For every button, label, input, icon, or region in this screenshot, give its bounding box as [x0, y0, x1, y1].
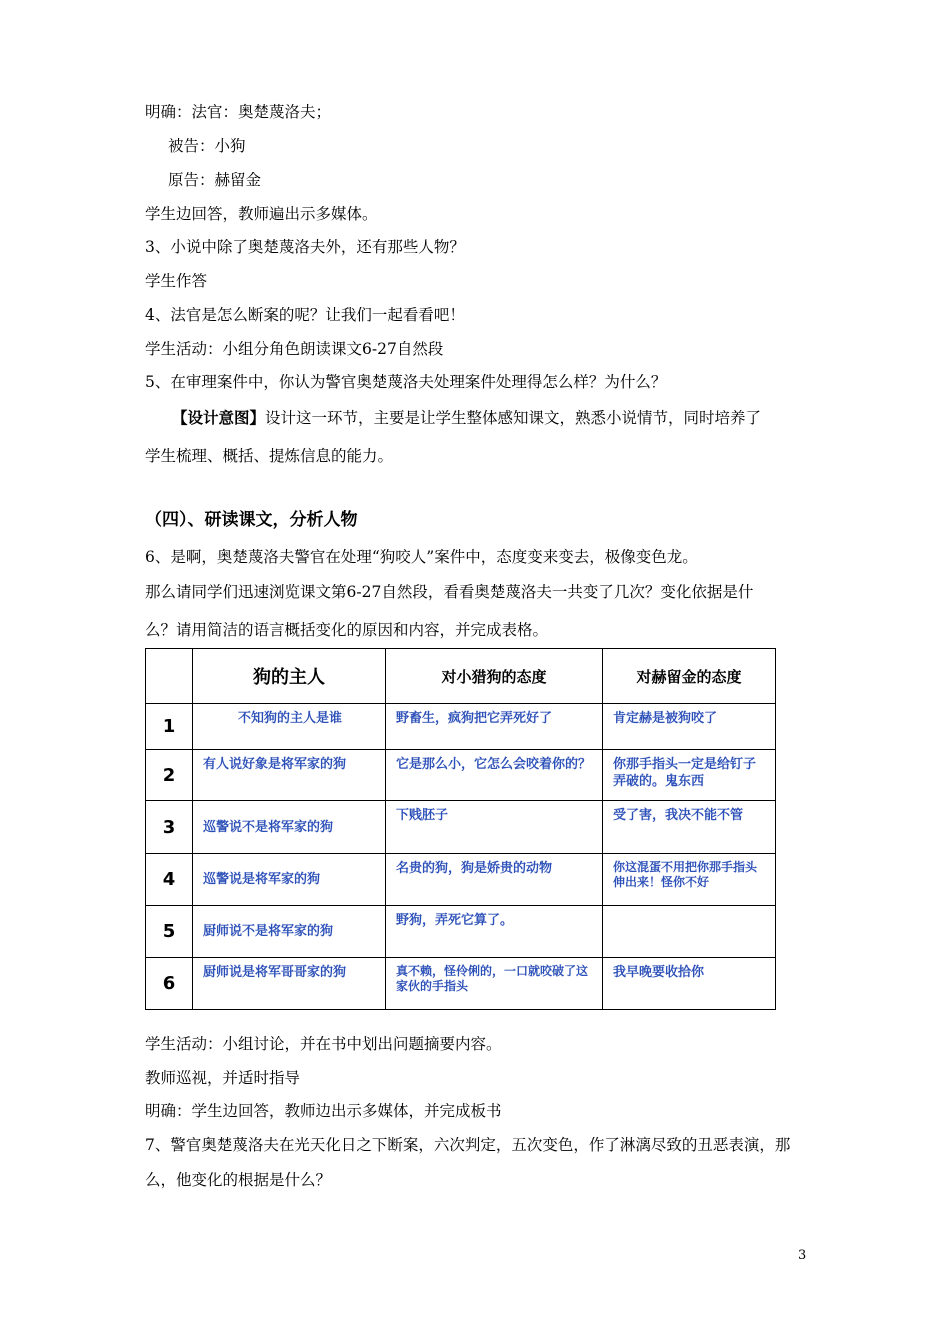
defendant-line: 被告：小狗 [168, 137, 246, 155]
table-row [146, 750, 776, 801]
header-owner: 狗的主人 [193, 649, 386, 704]
design-intent-text: 设计这一环节，主要是让学生整体感知课文，熟悉小说情节，同时培养了 [265, 409, 762, 427]
dog-attitude-cell: 真不赖，怪伶俐的，一口就咬破了这家伙的手指头 [386, 958, 603, 1010]
row-number: 3 [146, 801, 193, 854]
question-6-detail-2: 么？请用简洁的语言概括变化的原因和内容，并完成表格。 [145, 621, 549, 639]
row-number: 6 [146, 958, 193, 1010]
design-intent-label: 【设计意图】 [172, 408, 266, 427]
table-row [146, 854, 776, 906]
question-7-continued: 么，他变化的根据是什么？ [145, 1171, 332, 1189]
dog-attitude-cell: 它是那么小，它怎么会咬着你的？ [386, 750, 603, 801]
victim-attitude-cell: 肯定赫是被狗咬了 [603, 704, 776, 750]
owner-cell: 厨师说不是将军家的狗 [193, 906, 386, 958]
table-header-row [146, 649, 776, 704]
table-row [146, 704, 776, 750]
owner-cell: 巡警说不是将军家的狗 [193, 801, 386, 854]
victim-attitude-cell: 你这混蛋不用把你那手指头伸出来！怪你不好 [603, 854, 776, 906]
dog-attitude-cell: 野狗，弄死它算了。 [386, 906, 603, 958]
victim-attitude-cell [603, 906, 776, 958]
header-dog-attitude: 对小猎狗的态度 [386, 649, 603, 704]
clarify-judge-line: 明确：法官：奥楚蔑洛夫； [145, 103, 332, 121]
student-answer-line: 学生边回答，教师遍出示多媒体。 [145, 205, 378, 223]
plaintiff-line: 原告：赫留金 [168, 171, 262, 189]
clarify-line-2: 明确：学生边回答，教师边出示多媒体，并完成板书 [145, 1102, 502, 1120]
victim-attitude-cell: 受了害，我决不能不管 [603, 801, 776, 854]
question-4: 4、法官是怎么断案的呢？让我们一起看看吧！ [145, 306, 465, 324]
header-blank-cell [146, 649, 193, 704]
dog-attitude-cell: 下贱胚子 [386, 801, 603, 854]
teacher-patrol-line: 教师巡视，并适时指导 [145, 1069, 301, 1087]
header-victim-attitude: 对赫留金的态度 [603, 649, 776, 704]
owner-cell: 有人说好象是将军家的狗 [193, 750, 386, 801]
question-6-detail: 那么请同学们迅速浏览课文第6-27自然段，看看奥楚蔑洛夫一共变了几次？变化依据是什 [145, 583, 754, 601]
victim-attitude-cell: 你那手指头一定是给钉子弄破的。鬼东西 [603, 750, 776, 801]
owner-cell: 巡警说是将军家的狗 [193, 854, 386, 906]
row-number: 1 [146, 704, 193, 750]
student-respond-line: 学生作答 [145, 272, 208, 290]
victim-attitude-cell: 我早晚要收拾你 [603, 958, 776, 1010]
row-number: 2 [146, 750, 193, 801]
table-row [146, 906, 776, 958]
owner-cell: 不知狗的主人是谁 [193, 704, 386, 750]
student-activity-2: 学生活动：小组讨论，并在书中划出问题摘要内容。 [145, 1035, 502, 1053]
owner-cell: 厨师说是将军哥哥家的狗 [193, 958, 386, 1010]
question-3: 3、小说中除了奥楚蔑洛夫外，还有那些人物？ [145, 238, 465, 256]
question-6: 6、是啊，奥楚蔑洛夫警官在处理“狗咬人”案件中，态度变来变去，极像变色龙。 [145, 548, 698, 566]
attitude-table [145, 648, 776, 1010]
design-intent-line [172, 408, 761, 428]
student-activity-line: 学生活动：小组分角色朗读课文6-27自然段 [145, 340, 444, 358]
page-number: 3 [798, 1248, 807, 1263]
dog-attitude-cell: 名贵的狗，狗是娇贵的动物 [386, 854, 603, 906]
question-5: 5、在审理案件中，你认为警官奥楚蔑洛夫处理案件处理得怎么样？为什么？ [145, 373, 667, 391]
row-number: 4 [146, 854, 193, 906]
table-row [146, 958, 776, 1010]
table-row [146, 801, 776, 854]
row-number: 5 [146, 906, 193, 958]
section-heading: （四）、研读课文，分析人物 [145, 510, 358, 530]
question-7: 7、警官奥楚蔑洛夫在光天化日之下断案，六次判定，五次变色，作了淋漓尽致的丑恶表演，那 [145, 1136, 791, 1154]
design-intent-continued: 学生梳理、概括、提炼信息的能力。 [145, 447, 394, 465]
dog-attitude-cell: 野畜生，疯狗把它弄死好了 [386, 704, 603, 750]
